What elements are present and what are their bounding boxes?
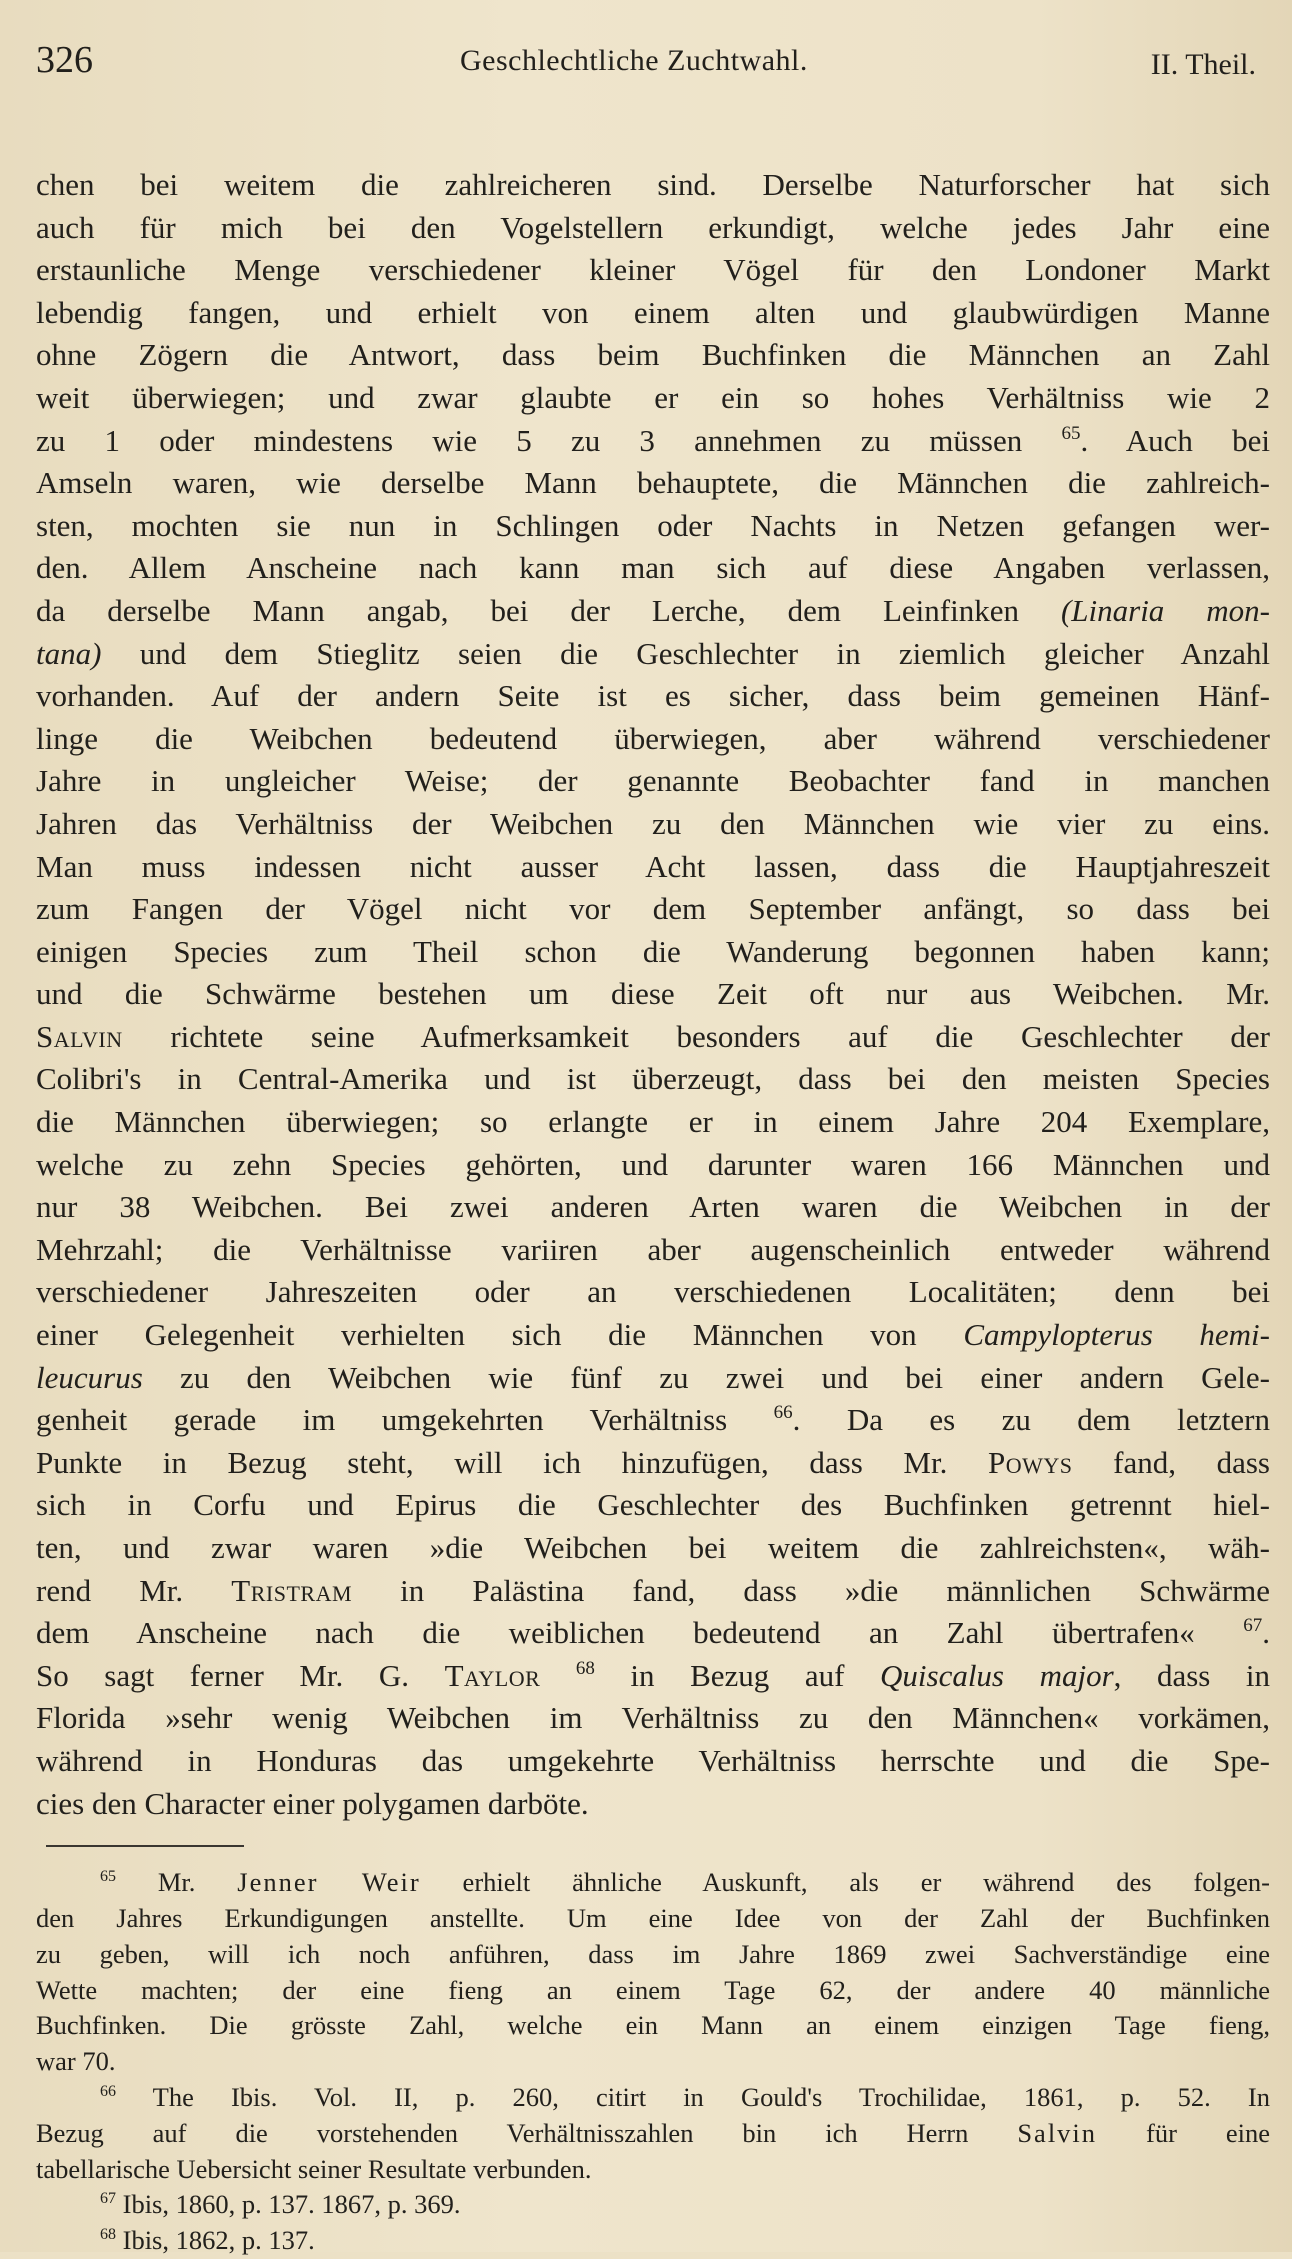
- text-span: Ibis, 1862, p. 137.: [116, 2225, 315, 2256]
- species-name: leucurus: [36, 1359, 143, 1395]
- page-number: 326: [36, 39, 93, 81]
- text-line: welche zu zehn Species gehörten, und darunter waren 166 Männchen und: [36, 1146, 1270, 1182]
- footnote-line: Buchfinken. Die grösste Zahl, welche ein Mann an einem einzigen Tage fieng,: [36, 2010, 1270, 2041]
- text-line: den. Allem Anscheine nach kann man sich auf diese Angaben verlassen,: [36, 550, 1270, 586]
- text-span: einer Gelegenheit verhielten sich die Männchen von: [36, 1317, 964, 1353]
- text-span: und dem Stieglitz seien die Geschlechter in ziemlich gleicher Anzahl: [101, 635, 1270, 671]
- footnote-line: [36, 2116, 1270, 2152]
- footnote-ref: 68: [575, 1657, 595, 1679]
- footnote-line: den Jahres Erkundigungen anstellte. Um eine Idee von der Zahl der Buchfinken: [36, 1902, 1270, 1933]
- text-span: .: [1262, 1615, 1270, 1651]
- text-span: Bezug auf die vorstehenden Verhältnisszahlen bin ich Herrn: [36, 2117, 1018, 2148]
- footnote-65: [36, 1865, 1270, 1901]
- text-line: lebendig fangen, und erhielt von einem alten und glaubwürdigen Manne: [36, 294, 1270, 330]
- text-line: einigen Species zum Theil schon die Wanderung begonnen haben kann;: [36, 933, 1270, 969]
- text-line: [36, 590, 1270, 633]
- text-span: Ibis, 1860, p. 137. 1867, p. 369.: [116, 2189, 461, 2220]
- text-line: [36, 1357, 1270, 1400]
- footnote-68: [36, 2223, 1270, 2259]
- text-span: . Da es zu dem letztern: [792, 1402, 1270, 1438]
- species-name: Campylopterus hemi-: [963, 1317, 1270, 1353]
- footnote-ref: 65: [1061, 422, 1081, 444]
- species-name: Quiscalus major: [880, 1657, 1114, 1693]
- text-line: [36, 420, 1270, 463]
- text-line: [36, 1442, 1270, 1485]
- text-line: Florida »sehr wenig Weibchen im Verhältniss zu den Männchen« vorkämen,: [36, 1700, 1270, 1736]
- text-span: dem Anscheine nach die weiblichen bedeutend an Zahl übertrafen«: [36, 1615, 1195, 1651]
- text-line: während in Honduras das umgekehrte Verhältniss herrschte und die Spe-: [36, 1742, 1270, 1778]
- text-span: rend Mr.: [36, 1572, 232, 1608]
- text-line: zum Fangen der Vögel nicht vor dem September anfängt, so dass bei: [36, 891, 1270, 927]
- text-line: linge die Weibchen bedeutend überwiegen, aber während verschiedener: [36, 720, 1270, 756]
- text-line: erstaunliche Menge verschiedener kleiner Vögel für den Londoner Markt: [36, 252, 1270, 288]
- text-line: Man muss indessen nicht ausser Acht lassen, dass die Hauptjahreszeit: [36, 848, 1270, 884]
- species-name: tana): [36, 635, 102, 671]
- text-line: chen bei weitem die zahlreicheren sind. Derselbe Naturforscher hat sich: [36, 167, 1270, 202]
- species-name: (Linaria mon-: [1060, 592, 1270, 628]
- person-name: Jenner Weir: [237, 1867, 421, 1898]
- footnote-ref: 67: [1243, 1615, 1263, 1637]
- text-line: nur 38 Weibchen. Bei zwei anderen Arten waren die Weibchen in der: [36, 1189, 1270, 1225]
- text-span: zu den Weibchen wie fünf zu zwei und bei einer andern Gele-: [142, 1359, 1270, 1395]
- person-name: Salvin: [36, 1018, 123, 1054]
- person-name: Powys: [987, 1444, 1073, 1480]
- text-line: vorhanden. Auf der andern Seite ist es sicher, dass beim gemeinen Hänf-: [36, 678, 1270, 714]
- text-line: Mehrzahl; die Verhältnisse variiren aber augenscheinlich entweder während: [36, 1231, 1270, 1267]
- footnote-number: 65: [100, 1868, 116, 1886]
- footnote-line: zu geben, will ich noch anführen, dass im Jahre 1869 zwei Sachverständige eine: [36, 1938, 1270, 1969]
- text-line: auch für mich bei den Vogelstellern erkundigt, welche jedes Jahr eine: [36, 209, 1270, 245]
- footnote-67: [36, 2187, 1270, 2223]
- text-span: in Palästina fand, dass »die männlichen Schwärme: [352, 1572, 1270, 1608]
- text-line: [36, 1612, 1270, 1655]
- text-span: da derselbe Mann angab, bei der Lerche, dem Leinfinken: [36, 592, 1061, 628]
- text-line: und die Schwärme bestehen um diese Zeit oft nur aus Weibchen. Mr.: [36, 976, 1270, 1012]
- text-line: [36, 1655, 1270, 1698]
- footnote-66: [36, 2080, 1270, 2116]
- text-span: zu 1 oder mindestens wie 5 zu 3 annehmen zu müssen: [36, 422, 1023, 458]
- text-line: [36, 1314, 1270, 1357]
- text-span: in Bezug auf: [594, 1657, 880, 1693]
- text-span: fand, dass: [1072, 1444, 1270, 1480]
- running-title: Geschlechtliche Zuchtwahl.: [460, 44, 808, 77]
- footnote-line: tabellarische Uebersicht seiner Resultate verbunden.: [36, 2153, 592, 2184]
- body-text: [36, 164, 1270, 1825]
- text-line: ohne Zögern die Antwort, dass beim Buchfinken die Männchen an Zahl: [36, 337, 1270, 373]
- text-span: Mr.: [116, 1867, 238, 1898]
- text-span: , dass in: [1113, 1657, 1270, 1693]
- page-header: [36, 34, 1270, 100]
- text-line: Amseln waren, wie derselbe Mann behauptete, die Männchen die zahlreich-: [36, 465, 1270, 501]
- footnote-ref: 66: [773, 1402, 793, 1424]
- text-line: die Männchen überwiegen; so erlangte er in einem Jahre 204 Exemplare,: [36, 1104, 1270, 1140]
- text-line: sten, mochten sie nun in Schlingen oder Nachts in Netzen gefangen wer-: [36, 507, 1270, 543]
- part-label: II. Theil.: [1150, 48, 1256, 81]
- text-span: The Ibis. Vol. II, p. 260, citirt in Gould's Trochilidae, 1861, p. 52. In: [116, 2081, 1270, 2112]
- footnote-number: 66: [100, 2082, 116, 2100]
- text-span: erhielt ähnliche Auskunft, als er während des folgen-: [420, 1867, 1270, 1898]
- text-line: sich in Corfu und Epirus die Geschlechter des Buchfinken getrennt hiel-: [36, 1487, 1270, 1523]
- footnote-number: 67: [100, 2190, 116, 2208]
- person-name: Salvin: [1017, 2117, 1098, 2148]
- text-line: cies den Character einer polygamen darböte.: [36, 1785, 589, 1821]
- text-line: Colibri's in Central-Amerika und ist überzeugt, dass bei den meisten Species: [36, 1061, 1270, 1097]
- text-line: [36, 1399, 1270, 1442]
- text-line: [36, 1016, 1270, 1059]
- text-line: Jahre in ungleicher Weise; der genannte Beobachter fand in manchen: [36, 763, 1270, 799]
- footnote-line: Wette machten; der eine fieng an einem Tage 62, der andere 40 männliche: [36, 1974, 1270, 2005]
- text-line: weit überwiegen; und zwar glaubte er ein so hohes Verhältniss wie 2: [36, 379, 1270, 415]
- footnote-divider: [46, 1845, 244, 1847]
- text-line: verschiedener Jahreszeiten oder an verschiedenen Localitäten; denn bei: [36, 1274, 1270, 1310]
- person-name: Taylor: [444, 1657, 541, 1693]
- footnote-line: war 70.: [36, 2046, 116, 2077]
- text-line: Jahren das Verhältniss der Weibchen zu den Männchen wie vier zu eins.: [36, 805, 1270, 841]
- text-span: für eine: [1097, 2117, 1270, 2148]
- person-name: Tristram: [231, 1572, 353, 1608]
- footnotes: [36, 1865, 1270, 2259]
- text-line: ten, und zwar waren »die Weibchen bei weitem die zahlreichsten«, wäh-: [36, 1530, 1270, 1565]
- text-span: genheit gerade im umgekehrten Verhältniss: [36, 1402, 728, 1438]
- text-line: [36, 1570, 1270, 1613]
- text-span: Punkte in Bezug steht, will ich hinzufügen, dass Mr.: [36, 1444, 988, 1480]
- text-span: So sagt ferner Mr. G.: [36, 1657, 445, 1693]
- text-span: richtete seine Aufmerksamkeit besonders auf die Geschlechter der: [122, 1018, 1270, 1054]
- text-line: [36, 633, 1270, 676]
- text-span: . Auch bei: [1080, 422, 1270, 458]
- footnote-number: 68: [100, 2226, 116, 2244]
